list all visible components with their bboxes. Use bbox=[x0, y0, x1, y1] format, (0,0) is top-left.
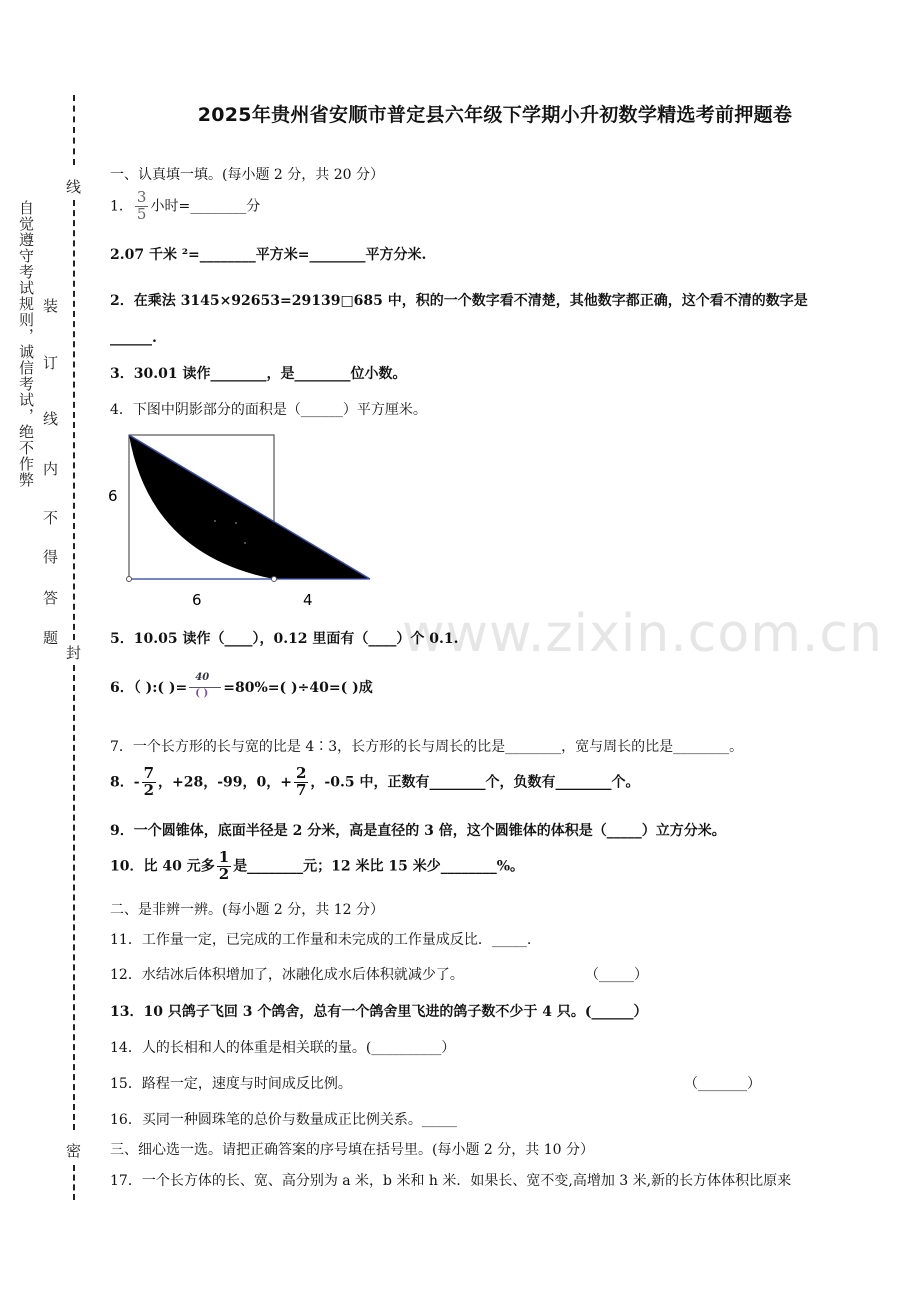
q10-part-b: 是________元；12 米比 15 米少________%。 bbox=[233, 858, 525, 875]
q6-handwritten-fraction: 40 ( ) bbox=[187, 674, 223, 702]
margin-label-de: 得 bbox=[43, 548, 59, 566]
question-4: 4．下图中阴影部分的面积是（______）平方厘米。 bbox=[110, 402, 427, 418]
binding-dashed-line-middle bbox=[73, 200, 75, 640]
margin-mark-mi: 密 bbox=[66, 1142, 82, 1160]
section-3-heading: 三、细心选一选。请把正确答案的序号填在括号里。(每小题 2 分，共 10 分） bbox=[110, 1142, 594, 1158]
q6-part-b: =80%=( )÷40=( )成 bbox=[223, 680, 373, 696]
figure-label-bottom-right: 4 bbox=[303, 591, 313, 609]
question-9: 9．一个圆锥体，底面半径是 2 分米，高是直径的 3 倍，这个圆锥体的体积是（_____）立方分米。 bbox=[110, 823, 726, 839]
question-17: 17．一个长方体的长、宽、高分别为 a 米，b 米和 h 米．如果长、宽不变,高增加 3 米,新的长方体体积比原来 bbox=[110, 1173, 792, 1189]
margin-mark-feng: 封 bbox=[66, 644, 82, 662]
figure-point-bottom-mid bbox=[272, 577, 277, 582]
margin-mark-xian: 线 bbox=[66, 178, 82, 196]
question-6 bbox=[110, 674, 373, 702]
question-15: 15．路程一定，速度与时间成反比例。 bbox=[110, 1076, 352, 1092]
question-14: 14．人的长相和人的体重是相关联的量。(__________） bbox=[110, 1040, 456, 1056]
question-12-blank: （_____） bbox=[585, 967, 648, 983]
shaded-area-figure bbox=[100, 425, 380, 615]
q8-fraction-1: $\frac{7}{2}$ bbox=[143, 764, 154, 799]
binding-dashed-line-bottom bbox=[73, 1165, 75, 1200]
margin-label-xian: 线 bbox=[43, 410, 59, 428]
section-2-heading: 二、是非辨一辨。(每小题 2 分，共 12 分） bbox=[110, 902, 384, 918]
question-8 bbox=[110, 766, 639, 799]
question-2-line-1: 2．在乘法 3145×92653=29139□685 中，积的一个数字看不清楚，其他数字都正确，这个看不清的数字是 bbox=[110, 293, 808, 309]
margin-label-zhuang: 装 bbox=[43, 297, 59, 315]
margin-label-bu: 不 bbox=[43, 509, 59, 527]
q10-part-a: 10．比 40 元多 bbox=[110, 858, 215, 875]
question-5: 5．10.05 读作（____），0.12 里面有（____）个 0.1. bbox=[110, 631, 459, 647]
question-1b: 2.07 千米 ²=________平方米=________平方分米. bbox=[110, 247, 427, 263]
q8-tail: ，-0.5 中，正数有________个，负数有________个。 bbox=[310, 774, 640, 791]
q1-text: 小时=________分 bbox=[150, 198, 261, 215]
question-10 bbox=[110, 850, 524, 883]
question-3: 3．30.01 读作________，是________位小数。 bbox=[110, 366, 407, 382]
q8-fraction-2: $\frac{2}{7}$ bbox=[295, 764, 307, 799]
q8-middle: ，+28，-99，0，+ bbox=[158, 774, 292, 791]
question-1 bbox=[110, 190, 260, 223]
binding-dashed-line-lower bbox=[73, 665, 75, 1130]
question-13: 13．10 只鸽子飞回 3 个鸽舍，总有一个鸽舍里飞进的鸽子数不少于 4 只。(______） bbox=[110, 1004, 648, 1020]
margin-label-nei: 内 bbox=[43, 460, 59, 478]
honor-statement: 自觉遵守考试规则，诚信考试，绝不作弊 bbox=[17, 200, 35, 488]
q1-number: 1． bbox=[110, 198, 133, 215]
q10-fraction: $\frac{1}{2}$ bbox=[218, 848, 230, 883]
figure-dot bbox=[235, 522, 237, 524]
margin-label-ti: 题 bbox=[43, 629, 59, 647]
margin-label-da: 答 bbox=[43, 589, 59, 607]
figure-dot bbox=[214, 520, 216, 522]
q8-number: 8．- bbox=[110, 774, 140, 791]
question-15-blank: （_______） bbox=[684, 1076, 761, 1092]
watermark: www.zixin.com.cn bbox=[402, 604, 883, 664]
question-2-line-2: ______. bbox=[110, 330, 157, 346]
margin-label-ding: 订 bbox=[43, 354, 59, 372]
q6-part-a: 6．（ ):( )= bbox=[110, 680, 188, 696]
question-11: 11．工作量一定，已完成的工作量和未完成的工作量成反比．_____. bbox=[110, 932, 532, 948]
question-7: 7．一个长方形的长与宽的比是 4∶3，长方形的长与周长的比是________，宽与周长的比是________。 bbox=[110, 739, 744, 755]
question-12: 12．水结冰后体积增加了，冰融化成水后体积就减少了。 bbox=[110, 967, 464, 983]
question-16: 16．买同一种圆珠笔的总价与数量成正比例关系。_____ bbox=[110, 1112, 457, 1128]
section-1-heading: 一、认真填一填。(每小题 2 分，共 20 分） bbox=[110, 167, 384, 183]
figure-point-bottom-left bbox=[127, 577, 132, 582]
q1-fraction: $\frac{3}{5}$ bbox=[136, 188, 147, 223]
page-title: 2025年贵州省安顺市普定县六年级下学期小升初数学精选考前押题卷 bbox=[197, 104, 793, 126]
figure-label-left: 6 bbox=[108, 487, 118, 505]
figure-label-bottom-left: 6 bbox=[192, 591, 202, 609]
figure-dot bbox=[244, 542, 246, 544]
